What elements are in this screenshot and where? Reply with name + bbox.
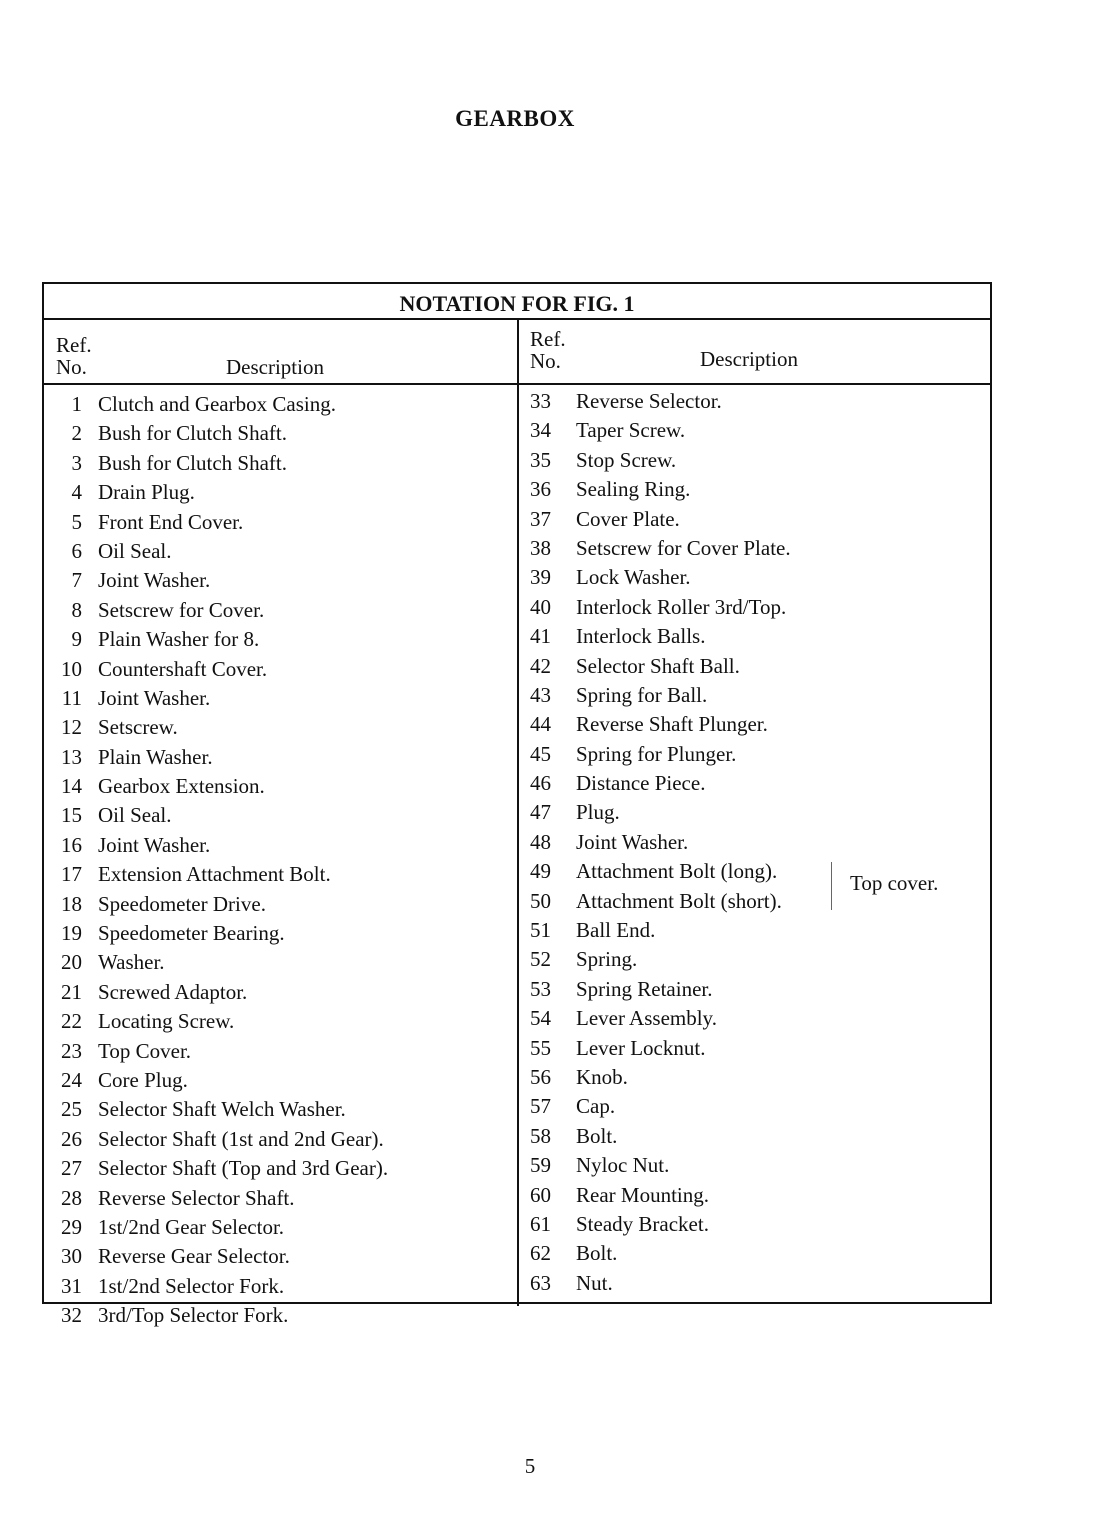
list-item (52, 419, 512, 448)
part-description: Interlock Roller 3rd/Top. (576, 594, 787, 619)
part-description: Drain Plug. (98, 480, 195, 505)
list-item (530, 622, 990, 651)
part-description: Reverse Gear Selector. (98, 1244, 290, 1269)
list-item (52, 801, 512, 830)
list-item (530, 563, 990, 592)
left-parts-list (52, 390, 512, 1331)
list-item (530, 975, 990, 1004)
ref-number: 39 (530, 565, 551, 590)
part-description: Distance Piece. (576, 771, 706, 796)
list-item (530, 1092, 990, 1121)
part-description: Screwed Adaptor. (98, 979, 248, 1004)
part-description: Bolt. (576, 1123, 618, 1148)
ref-number: 21 (61, 979, 82, 1004)
list-item (530, 534, 990, 563)
notation-table (42, 282, 992, 1328)
list-item (52, 1154, 512, 1183)
ref-number: 11 (61, 685, 82, 710)
list-item (52, 655, 512, 684)
part-description: Joint Washer. (98, 568, 211, 593)
ref-number: 9 (71, 627, 82, 652)
list-item (530, 446, 990, 475)
ref-number: 61 (530, 1211, 551, 1236)
part-description: 3rd/Top Selector Fork. (98, 1303, 289, 1328)
ref-number: 1 (71, 392, 82, 416)
ref-number: 16 (61, 832, 82, 857)
part-description: Selector Shaft Welch Washer. (98, 1097, 346, 1122)
ref-number: 25 (61, 1097, 82, 1122)
ref-number: 20 (61, 950, 82, 975)
part-description: Ball End. (576, 918, 656, 943)
left-header-ref: Ref. (56, 333, 92, 357)
part-description: Attachment Bolt (long). (576, 859, 778, 884)
part-description: Locating Screw. (98, 1009, 235, 1034)
ref-number: 41 (530, 624, 551, 649)
part-description: Plain Washer for 8. (98, 627, 260, 652)
ref-number: 26 (61, 1126, 82, 1151)
list-item (52, 919, 512, 948)
ref-number: 44 (530, 712, 551, 737)
part-description: Clutch and Gearbox Casing. (98, 392, 336, 416)
list-item (530, 416, 990, 445)
part-description: Extension Attachment Bolt. (98, 862, 331, 887)
ref-number: 62 (530, 1241, 551, 1266)
ref-number: 42 (530, 653, 551, 678)
list-item (530, 1004, 990, 1033)
part-description: 1st/2nd Selector Fork. (98, 1273, 285, 1298)
right-header-ref: Ref. (530, 327, 566, 351)
page-title: GEARBOX (455, 106, 575, 131)
list-item (52, 1184, 512, 1213)
list-item (52, 596, 512, 625)
page-number: 5 (524, 1454, 536, 1478)
ref-number: 45 (530, 741, 551, 766)
ref-number: 32 (61, 1303, 82, 1328)
part-description: Nut. (576, 1270, 613, 1295)
part-description: Spring. (576, 947, 638, 972)
list-item (52, 1037, 512, 1066)
table-title: NOTATION FOR FIG. 1 (44, 284, 990, 320)
part-description: Countershaft Cover. (98, 656, 268, 681)
part-description: Sealing Ring. (576, 477, 691, 502)
ref-number: 40 (530, 594, 551, 619)
part-description: Oil Seal. (98, 538, 172, 563)
list-item (530, 740, 990, 769)
list-item (52, 508, 512, 537)
ref-number: 49 (530, 859, 551, 884)
part-description: Spring Retainer. (576, 976, 713, 1001)
part-description: Plain Washer. (98, 744, 213, 769)
left-header-no: No. (56, 355, 87, 379)
part-description: Taper Screw. (576, 418, 686, 443)
list-item (52, 449, 512, 478)
list-item (52, 1125, 512, 1154)
part-description: Setscrew for Cover Plate. (576, 535, 791, 560)
list-item (530, 916, 990, 945)
part-description: Spring for Plunger. (576, 741, 737, 766)
list-item (52, 860, 512, 889)
ref-number: 34 (530, 418, 551, 443)
list-item (52, 743, 512, 772)
list-item (530, 505, 990, 534)
list-item (530, 681, 990, 710)
list-item (52, 390, 512, 419)
list-item (52, 1066, 512, 1095)
ref-number: 5 (71, 509, 82, 534)
list-item (52, 890, 512, 919)
part-description: Nyloc Nut. (576, 1153, 670, 1178)
ref-number: 27 (61, 1156, 82, 1181)
part-description: Top Cover. (98, 1038, 192, 1063)
part-description: Spring for Ball. (576, 682, 708, 707)
list-item (52, 978, 512, 1007)
list-item (52, 831, 512, 860)
ref-number: 29 (61, 1214, 82, 1239)
list-item (530, 798, 990, 827)
part-description: Selector Shaft Ball. (576, 653, 740, 678)
ref-number: 43 (530, 682, 551, 707)
ref-number: 33 (530, 389, 551, 413)
list-item (530, 1269, 990, 1298)
ref-number: 4 (71, 480, 82, 505)
list-item (52, 684, 512, 713)
ref-number: 15 (61, 803, 82, 828)
ref-number: 47 (530, 800, 551, 825)
ref-number: 19 (61, 921, 82, 946)
part-description: Bush for Clutch Shaft. (98, 421, 287, 446)
list-item (530, 1122, 990, 1151)
ref-number: 38 (530, 535, 551, 560)
ref-number: 60 (530, 1182, 551, 1207)
part-description: Lock Washer. (576, 565, 691, 590)
list-item (530, 1210, 990, 1239)
ref-number: 10 (61, 656, 82, 681)
ref-number: 55 (530, 1035, 551, 1060)
list-item (52, 537, 512, 566)
ref-number: 31 (61, 1273, 82, 1298)
list-item (530, 387, 990, 416)
part-description: Speedometer Drive. (98, 891, 266, 916)
left-column-header (56, 334, 506, 380)
part-description: Setscrew. (98, 715, 178, 740)
list-item (530, 710, 990, 739)
list-item (52, 713, 512, 742)
ref-number: 50 (530, 888, 551, 913)
list-item (530, 652, 990, 681)
part-description: Joint Washer. (98, 832, 211, 857)
part-description: Joint Washer. (576, 829, 689, 854)
ref-number: 7 (71, 568, 82, 593)
part-description: Front End Cover. (98, 509, 244, 534)
header-rule (44, 383, 990, 385)
part-description: Reverse Selector. (576, 389, 722, 413)
part-description: Selector Shaft (1st and 2nd Gear). (98, 1126, 384, 1151)
part-description: Knob. (576, 1064, 628, 1089)
part-description: Attachment Bolt (short). (576, 888, 782, 913)
ref-number: 56 (530, 1064, 551, 1089)
list-item (530, 1151, 990, 1180)
list-item (52, 478, 512, 507)
ref-number: 36 (530, 477, 551, 502)
ref-number: 22 (61, 1009, 82, 1034)
part-description: Cover Plate. (576, 506, 680, 531)
list-item (530, 593, 990, 622)
ref-number: 23 (61, 1038, 82, 1063)
ref-number: 51 (530, 918, 551, 943)
list-item (52, 772, 512, 801)
part-description: Gearbox Extension. (98, 774, 265, 799)
ref-number: 24 (61, 1067, 82, 1092)
part-description: Bush for Clutch Shaft. (98, 450, 287, 475)
ref-number: 53 (530, 976, 551, 1001)
list-item (52, 1301, 512, 1330)
list-item (52, 1095, 512, 1124)
ref-number: 17 (61, 862, 82, 887)
ref-number: 57 (530, 1094, 551, 1119)
left-header-description: Description (226, 355, 324, 379)
list-item (52, 1007, 512, 1036)
ref-number: 52 (530, 947, 551, 972)
ref-number: 35 (530, 447, 551, 472)
part-description: 1st/2nd Gear Selector. (98, 1214, 285, 1239)
list-item (52, 566, 512, 595)
column-divider (517, 320, 519, 1306)
list-item (52, 948, 512, 977)
part-description: Cap. (576, 1094, 616, 1119)
part-description: Plug. (576, 800, 620, 825)
list-item (530, 828, 990, 857)
ref-number: 3 (71, 450, 82, 475)
list-item (530, 1063, 990, 1092)
ref-number: 48 (530, 829, 551, 854)
list-item (530, 945, 990, 974)
part-description: Setscrew for Cover. (98, 597, 265, 622)
list-item (530, 475, 990, 504)
part-description: Lever Locknut. (576, 1035, 706, 1060)
ref-number: 14 (61, 774, 82, 799)
right-parts-list (530, 387, 990, 1298)
right-header-description: Description (700, 347, 798, 371)
part-description: Rear Mounting. (576, 1182, 709, 1207)
part-description: Oil Seal. (98, 803, 172, 828)
right-column-header (530, 328, 980, 374)
part-description: Steady Bracket. (576, 1211, 709, 1236)
ref-number: 58 (530, 1123, 551, 1148)
ref-number: 63 (530, 1270, 551, 1295)
part-description: Reverse Shaft Plunger. (576, 712, 768, 737)
list-item (52, 625, 512, 654)
top-cover-bracket (831, 862, 838, 910)
list-item (52, 1213, 512, 1242)
part-description: Stop Screw. (576, 447, 677, 472)
ref-number: 30 (61, 1244, 82, 1269)
list-item (530, 769, 990, 798)
part-description: Lever Assembly. (576, 1006, 717, 1031)
right-header-no: No. (530, 349, 561, 373)
ref-number: 59 (530, 1153, 551, 1178)
ref-number: 54 (530, 1006, 551, 1031)
ref-number: 28 (61, 1185, 82, 1210)
list-item (530, 1239, 990, 1268)
list-item (52, 1272, 512, 1301)
part-description: Washer. (98, 950, 165, 975)
part-description: Interlock Balls. (576, 624, 706, 649)
part-description: Selector Shaft (Top and 3rd Gear). (98, 1156, 389, 1181)
ref-number: 8 (71, 597, 82, 622)
top-cover-note: Top cover. (850, 871, 939, 895)
list-item (530, 1034, 990, 1063)
list-item (530, 1181, 990, 1210)
ref-number: 2 (71, 421, 82, 446)
ref-number: 46 (530, 771, 551, 796)
list-item (52, 1242, 512, 1271)
part-description: Speedometer Bearing. (98, 921, 285, 946)
part-description: Reverse Selector Shaft. (98, 1185, 295, 1210)
ref-number: 6 (71, 538, 82, 563)
ref-number: 18 (61, 891, 82, 916)
ref-number: 37 (530, 506, 551, 531)
ref-number: 13 (61, 744, 82, 769)
part-description: Bolt. (576, 1241, 618, 1266)
part-description: Core Plug. (98, 1067, 188, 1092)
ref-number: 12 (61, 715, 82, 740)
part-description: Joint Washer. (98, 685, 211, 710)
